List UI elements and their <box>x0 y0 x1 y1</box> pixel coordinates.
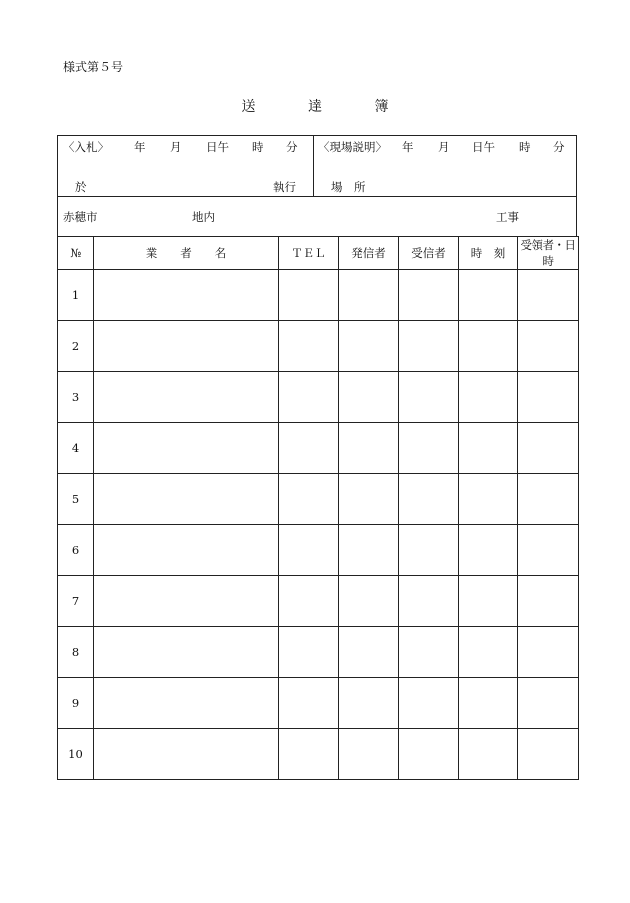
receipt-cell[interactable] <box>518 321 579 372</box>
table-row <box>58 372 579 423</box>
site-place: 場 所 <box>331 180 366 194</box>
receipt-cell[interactable] <box>518 576 579 627</box>
tel-cell[interactable] <box>279 525 339 576</box>
bid-day-noon: 日午 <box>206 140 229 154</box>
time-cell[interactable] <box>459 270 518 321</box>
vendor-cell[interactable] <box>94 627 279 678</box>
tel-cell[interactable] <box>279 576 339 627</box>
sender-cell[interactable] <box>339 474 399 525</box>
col-time: 時 刻 <box>459 237 518 270</box>
project-area: 地内 <box>192 210 215 224</box>
receiver-cell[interactable] <box>399 525 459 576</box>
table-row <box>58 525 579 576</box>
table-row <box>58 270 579 321</box>
time-cell[interactable] <box>459 321 518 372</box>
bid-label: 〈入札〉 <box>63 140 109 154</box>
receiver-cell[interactable] <box>399 423 459 474</box>
bid-minute: 分 <box>286 140 298 154</box>
time-cell[interactable] <box>459 372 518 423</box>
col-vendor: 業 者 名 <box>94 237 279 270</box>
tel-cell[interactable] <box>279 627 339 678</box>
tel-cell[interactable] <box>279 678 339 729</box>
time-cell[interactable] <box>459 576 518 627</box>
project-work: 工事 <box>496 210 519 224</box>
schedule-row <box>58 136 576 197</box>
bid-year: 年 <box>134 140 146 154</box>
sender-cell[interactable] <box>339 627 399 678</box>
sender-cell[interactable] <box>339 270 399 321</box>
table-header-row <box>58 237 579 270</box>
sender-cell[interactable] <box>339 372 399 423</box>
vendor-cell[interactable] <box>94 678 279 729</box>
receipt-cell[interactable] <box>518 525 579 576</box>
sender-cell[interactable] <box>339 729 399 780</box>
tel-cell[interactable] <box>279 321 339 372</box>
vendor-cell[interactable] <box>94 729 279 780</box>
bid-month: 月 <box>170 140 182 154</box>
receiver-cell[interactable] <box>399 627 459 678</box>
tel-cell[interactable] <box>279 474 339 525</box>
time-cell[interactable] <box>459 525 518 576</box>
vendor-cell[interactable] <box>94 474 279 525</box>
receipt-cell[interactable] <box>518 678 579 729</box>
time-cell[interactable] <box>459 474 518 525</box>
sender-cell[interactable] <box>339 525 399 576</box>
receipt-cell[interactable] <box>518 474 579 525</box>
sender-cell[interactable] <box>339 678 399 729</box>
row-number: 6 <box>58 525 94 576</box>
table-row <box>58 678 579 729</box>
vendor-cell[interactable] <box>94 576 279 627</box>
row-number: 4 <box>58 423 94 474</box>
receiver-cell[interactable] <box>399 576 459 627</box>
site-month: 月 <box>438 140 450 154</box>
bid-at: 於 <box>75 180 87 194</box>
col-receiver: 受信者 <box>399 237 459 270</box>
receipt-cell[interactable] <box>518 423 579 474</box>
time-cell[interactable] <box>459 729 518 780</box>
table-row <box>58 423 579 474</box>
site-year: 年 <box>402 140 414 154</box>
row-number: 1 <box>58 270 94 321</box>
header-box <box>57 135 577 237</box>
col-no: № <box>58 237 94 270</box>
receipt-cell[interactable] <box>518 270 579 321</box>
time-cell[interactable] <box>459 627 518 678</box>
bid-execution: 執行 <box>273 180 296 194</box>
sender-cell[interactable] <box>339 576 399 627</box>
sender-cell[interactable] <box>339 423 399 474</box>
title-char-2: 達 <box>308 99 322 115</box>
page-title <box>0 96 630 116</box>
vendor-cell[interactable] <box>94 525 279 576</box>
vendor-cell[interactable] <box>94 321 279 372</box>
project-city: 赤穂市 <box>63 210 98 224</box>
table-row <box>58 321 579 372</box>
receiver-cell[interactable] <box>399 729 459 780</box>
site-label: 〈現場説明〉 <box>318 140 387 154</box>
title-char-1: 送 <box>241 99 256 115</box>
receiver-cell[interactable] <box>399 372 459 423</box>
row-number: 5 <box>58 474 94 525</box>
time-cell[interactable] <box>459 423 518 474</box>
section-divider <box>313 136 314 196</box>
vendor-cell[interactable] <box>94 372 279 423</box>
receipt-cell[interactable] <box>518 729 579 780</box>
time-cell[interactable] <box>459 678 518 729</box>
tel-cell[interactable] <box>279 423 339 474</box>
tel-cell[interactable] <box>279 729 339 780</box>
receipt-cell[interactable] <box>518 627 579 678</box>
row-number: 7 <box>58 576 94 627</box>
row-number: 2 <box>58 321 94 372</box>
site-day-noon: 日午 <box>472 140 495 154</box>
col-tel: ＴＥＬ <box>279 237 339 270</box>
receiver-cell[interactable] <box>399 270 459 321</box>
project-row <box>58 196 576 236</box>
site-minute: 分 <box>553 140 565 154</box>
col-receipt: 受領者・日時 <box>518 237 579 270</box>
receipt-cell[interactable] <box>518 372 579 423</box>
sender-cell[interactable] <box>339 321 399 372</box>
site-hour: 時 <box>519 140 531 154</box>
receiver-cell[interactable] <box>399 321 459 372</box>
receiver-cell[interactable] <box>399 474 459 525</box>
table-row <box>58 729 579 780</box>
vendor-cell[interactable] <box>94 423 279 474</box>
table-row <box>58 627 579 678</box>
row-number: 3 <box>58 372 94 423</box>
bid-hour: 時 <box>252 140 264 154</box>
table-row <box>58 576 579 627</box>
tel-cell[interactable] <box>279 270 339 321</box>
tel-cell[interactable] <box>279 372 339 423</box>
title-char-3: 簿 <box>374 99 389 115</box>
receiver-cell[interactable] <box>399 678 459 729</box>
row-number: 8 <box>58 627 94 678</box>
table-row <box>58 474 579 525</box>
row-number: 9 <box>58 678 94 729</box>
vendor-cell[interactable] <box>94 270 279 321</box>
col-sender: 発信者 <box>339 237 399 270</box>
delivery-table <box>57 236 579 780</box>
form-number: 様式第５号 <box>63 60 124 74</box>
row-number: 10 <box>58 729 94 780</box>
